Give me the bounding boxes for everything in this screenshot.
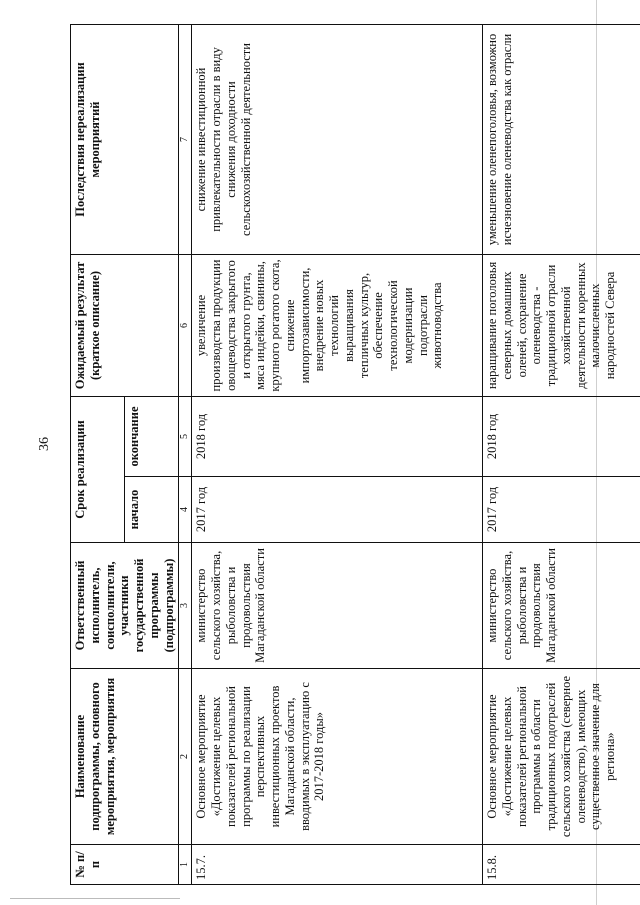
- column-number: 6: [179, 254, 192, 396]
- events-table: [70, 24, 640, 885]
- rotated-table-wrapper: [70, 25, 618, 885]
- column-number: 2: [179, 669, 192, 845]
- row-num: 15.8.: [483, 845, 640, 885]
- header-period: Срок реализации: [71, 396, 125, 542]
- row-end: 2018 год: [483, 396, 640, 476]
- table-row: [483, 24, 640, 884]
- row-consequence: снижение инвестиционной привлекательности отрасли в виду снижения доходности сельскохозяйственной деятельности: [192, 24, 483, 254]
- header-row: [71, 24, 125, 884]
- header-num: № п/п: [71, 845, 179, 885]
- column-number: 5: [179, 396, 192, 476]
- row-consequence: уменьшение оленепоголовья, возможно исчезновение оленеводства как отрасли: [483, 24, 640, 254]
- column-number: 4: [179, 477, 192, 543]
- row-num: 15.7.: [192, 845, 483, 885]
- header-consequence: Последствия нереализации мероприятий: [71, 24, 179, 254]
- header-executor: Ответственный исполнитель, соисполнители, участники государственной программы (подпрограммы): [71, 543, 179, 669]
- page-number: 36: [37, 437, 52, 451]
- column-number: 3: [179, 543, 192, 669]
- row-name: Основное мероприятие «Достижение целевых показателей региональной программы по реализации перспективных инвестиционных проектов Магаданской области, вводимых в эксплуатацию с 2017-2018 годы»: [192, 669, 483, 845]
- row-name: Основное мероприятие «Достижение целевых показателей региональной программы в области традиционных подотраслей сельского хозяйства (северное оленеводство), имеющих существенное значение для региона»: [483, 669, 640, 845]
- row-executor: министерство сельского хозяйства, рыболовства и продовольствия Магаданской области: [483, 543, 640, 669]
- header-result: Ожидаемый результат (краткое описание): [71, 254, 179, 396]
- row-end: 2018 год: [192, 396, 483, 476]
- header-name: Наименование подпрограммы, основного мероприятия, мероприятия: [71, 669, 179, 845]
- row-result: увеличение производства продукции овощеводства закрытого и открытого грунта, мяса индейки, свинины, крупного рогатого скота, снижение импортозависимости, внедрение новых технологий выращивания тепличных культур, обеспечение технологической модернизации подотрасли животноводства: [192, 254, 483, 396]
- column-number: 7: [179, 24, 192, 254]
- header-end: окончание: [125, 396, 179, 476]
- row-start: 2017 год: [483, 477, 640, 543]
- column-number-row: [179, 24, 192, 884]
- header-start: начало: [125, 477, 179, 543]
- table-row: [192, 24, 483, 884]
- row-start: 2017 год: [192, 477, 483, 543]
- row-result: наращивание поголовья северных домашних оленей, сохранение оленеводства - традиционной отрасли хозяйственной деятельности коренных малочисленных народностей Севера: [483, 254, 640, 396]
- footer-line: [10, 898, 180, 899]
- column-number: 1: [179, 845, 192, 885]
- row-executor: министерство сельского хозяйства, рыболовства и продовольствия Магаданской области: [192, 543, 483, 669]
